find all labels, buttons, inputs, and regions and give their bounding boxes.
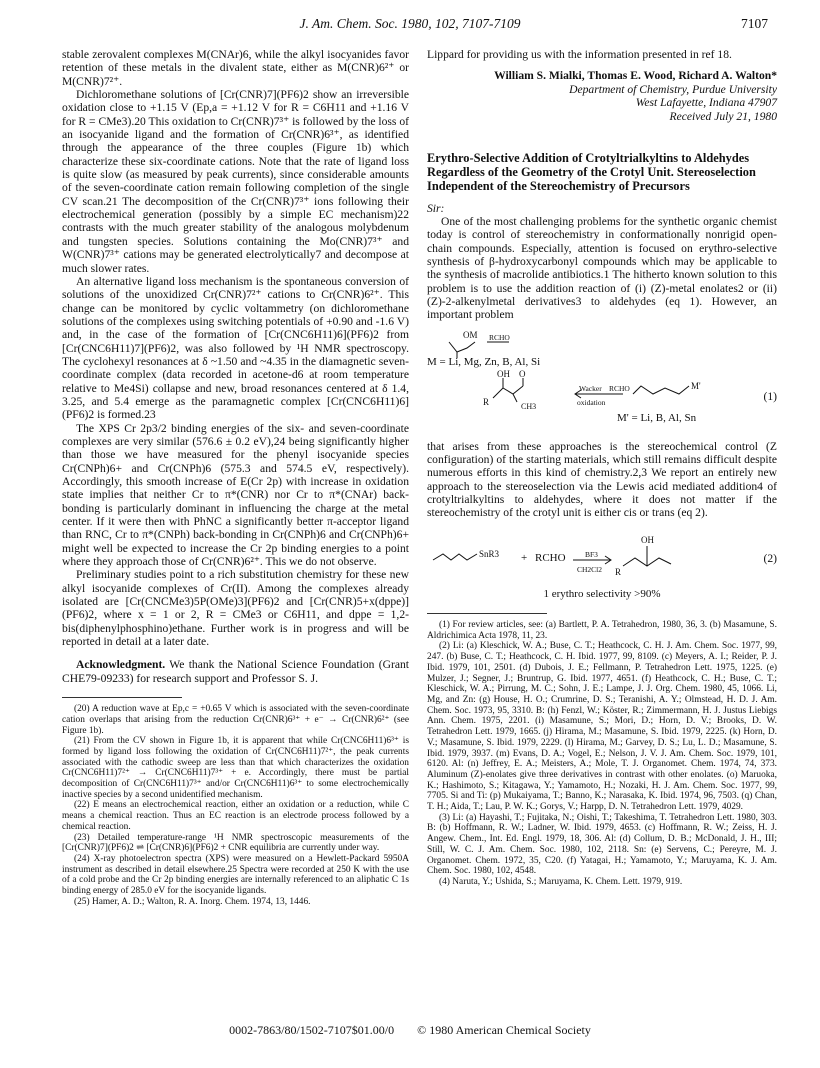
enolate-skeleton xyxy=(449,342,475,352)
body-paragraph: An alternative ligand loss mechanism is the spontaneous conversion of solutions of the unoxidized Cr(CNR)7²⁺ cations to Cr(CNR)6²⁺. This change can be monitored by cyclic voltammetry (on dichloromethane solutions of the complexes using switching potentials of +0.90 and -1.6 V) and, in the case of the formation of [Cr(CNC6H11)6](PF6)2 from [Cr(CNC6H11)7](PF6)2, was also followed by ¹H NMR spectroscopy. The cyclohexyl resonances at δ ~1.50 and ~4.35 in the diamagnetic seven-coordinate complex (data recorded in acetone-d6 at room temperature relative to Me4Si) collapse and new, broad resonances centered at δ 1.4, 3.25, and 5.4 emerge as the paramagnetic complex [Cr(CNC6H11)6](PF6)2 is formed.23 xyxy=(62,274,409,422)
oxidation-label: oxidation xyxy=(577,397,606,407)
journal-citation: J. Am. Chem. Soc. 1980, 102, 7107-7109 xyxy=(299,16,521,31)
scheme-caption: 1 erythro selectivity >90% xyxy=(543,587,661,600)
salutation: Sir: xyxy=(427,201,445,215)
footnote: (23) Detailed temperature-range ¹H NMR spectroscopic measurements of the [Cr(CNR)7](PF6)2 ⇌ [Cr(CNR)6](PF6)2 + CNR equilibria are currently under way. xyxy=(62,832,409,854)
equation-number-1: (1) xyxy=(763,389,777,403)
body-paragraph: The XPS Cr 2p3/2 binding energies of the six- and seven-coordinate complexes are very similar (576.6 ± 0.2 eV),24 being significantly higher than those we have measured for the phenyl isocyanide species Cr(CNPh)6+ and Cr(CNPh)6 (575.3 and 574.5 eV, respectively). Accordingly, this smooth increase of E(Cr 2p) with increase in oxidation state implies that neither Cr to π*(CNR) nor Cr to π*(CNAr) back-bonding is particularly dominant in influencing the charge at the metal center. If it were then with PhNC a significantly better π-acceptor ligand than RNC, Cr to π*(CNPh) back-bonding in Cr(CNPh)6 and Cr(CNPh)6+ might well be expected to increase the Cr 2p binding energies to a point where they approach those of Cr(CNR)6²⁺. This we do not observe. xyxy=(62,421,409,569)
right-column xyxy=(427,48,777,888)
aldol-skeleton xyxy=(493,386,523,398)
author-names: William S. Mialki, Thomas E. Wood, Richard A. Walton* xyxy=(494,69,777,83)
plus-sign: + xyxy=(521,551,528,564)
footnote: (3) Li: (a) Hayashi, T.; Fujitaka, N.; Oishi, T.; Takeshima, T. Tetrahedron Lett. 1980, 303. B: (b) Hoffmann, R. W.; Ladner, W. Ibid. 1979, 4653. (c) Hoffmann, R. W.; Zeiss, H. J. Angew. Chem., Int. Ed. Engl. 1979, 18, 306. Al: (d) Collum, D. B.; McDonald, J. H., III; Still, W. C. J. Am. Chem. Soc. 1980, 102, 2118. Sn: (e) Servens, C.; Pereyre, M. J. Organomet. Chem. 1972, 35, C20. (f) Yatagai, H.; Yamamoto, Y.; Maruyama, K. J. Am. Chem. Soc. 1980, 102, 4548. xyxy=(427,812,777,877)
page-number: 7107 xyxy=(741,16,768,31)
signature-block xyxy=(427,69,777,123)
mprime-label: M' xyxy=(691,380,701,391)
footnote-rule xyxy=(427,613,547,614)
footnote: (2) Li: (a) Kleschick, W. A.; Buse, C. T.; Heathcock, C. H. J. Am. Chem. Soc. 1977, 99, 247. (b) Buse, C. T.; Heathcock, C. H. Ibid. 1977, 99, 8109. (c) Meyers, A. I.; Reider, P. J. Ibid. 1979, 101, 2501. (d) Dubois, J. E.; Fellmann, P. Tetrahedron Lett. 1975, 1225. (e) Mulzer, J.; Segner, J.; Bruntrup, G. Ibid. 1977, 4651. (f) Heathcock, C. H.; Buse, C. T.; Kleschick, W. A.; Pirrung, M. C.; Sohn, J. E.; Lampe, J. J. Org. Chem. 1980, 45, 1066. Li, Mg, and Zn: (g) House, H. O.; Crumrine, D. S.; Teranishi, A. Y.; Olmstead, H. D. J. Am. Chem. Soc. 1973, 95, 3310. B: (h) Fenzl, W.; Köster, R.; Zimmermann, H. J. Justus Liebigs Ann. Chem. 1975, 2201. (i) Masamune, S.; Mori, D.; Horn, D. V.; Brooks, D. W. Tetrahedron Lett. 1979, 1665. (j) Hirama, M.; Masamune, S. Ibid. 1979, 2225. (k) Horn, D. V.; Masamune, S. Ibid. 1979, 2229. (l) Hirama, M.; Garvey, D. S.; Lu, L. D.; Masamune, S. Ibid. 1979, 3937. (m) Evans, D. A.; Vogel, E.; Nelson, J. V. J. Am. Chem. Soc. 1979, 101, 6120. Al: (n) Jeffrey, E. A.; Meisters, A.; Mole, T. J. Organomet. Chem. 1974, 74, 373. Aluminum (Z)-enolates give three derivatives in contrast with other enolates. (o) Maruoka, K.; Hashimoto, S.; Kitagawa, Y.; Yamamoto, H.; Nozaki, H. J. Am. Chem. Soc. 1977, 99, 7705. Si and Ti: (p) Mukaiyama, T.; Banno, K.; Narasaka, K. Ibid. 1974, 96, 7503. (q) Chan, T. H.; Aida, T.; Lau, P. W. K.; Gorys, V.; Harpp, D. N. Tetrahedron Lett. 1979, 4029. xyxy=(427,641,777,813)
article-title: Erythro-Selective Addition of Crotyltrialkyltins to Aldehydes Regardless of the Geometry of the Crotyl Unit. Stereoselection Independent of the Stereochemistry of Precursors xyxy=(427,150,756,194)
bf3-label: BF3 xyxy=(585,549,598,559)
body-paragraph: One of the most challenging problems for the synthetic organic chemist today is control of stereochemistry in conformationally nonrigid open-chain compounds. Especially, attention is focused on erythro-selective synthesis of β-hydroxycarbonyl compounds which may be applicable to the synthesis of macrolide antibiotics.1 The hitherto known solution to this problem is to use the addition reaction of (i) (Z)-metal enolates2 or (ii) (Z)-2-alkenylmetal derivatives3 to aldehydes (eq 1). However, an important problem xyxy=(427,214,777,322)
footnote: (24) X-ray photoelectron spectra (XPS) were measured on a Hewlett-Packard 5950A instrument as described in detail elsewhere.25 Spectra were recorded at 250 K with the use of a cold probe and the Cr 2p binding energies are internally referenced to an aliphatic C 1s binding energy of 285.0 eV for the isocyanide ligands. xyxy=(62,854,409,897)
o-label: O xyxy=(519,368,526,379)
footnote: (21) From the CV shown in Figure 1b, it is apparent that while Cr(CNC6H11)6³⁺ is formed by ligand loss following the oxidation of Cr(CNC6H11)7²⁺, the peak currents associated with the cathodic sweep are less than that which characterizes the oxidation Cr(CNC6H11)7²⁺ → Cr(CNC6H11)7³⁺ + e. Accordingly, there must be partial decomposition of Cr(CNC6H11)7³⁺ and/or Cr(CNC6H11)6³⁺ to some electrochemically inactive species by a second unidentified mechanism. xyxy=(62,736,409,800)
ch3-label: CH3 xyxy=(521,401,537,411)
metal-list: M = Li, Mg, Zn, B, Al, Si xyxy=(427,355,541,368)
footnote: (1) For review articles, see: (a) Bartlett, P. A. Tetrahedron, 1980, 36, 3. (b) Masamune, S. Aldrichimica Acta 1978, 11, 23. xyxy=(427,620,777,641)
oh-label: OH xyxy=(641,534,654,545)
body-paragraph: Preliminary studies point to a rich substitution chemistry for these new alkyl isocyanide complexes of Cr(II). Among the complexes already isolated are [Cr(CNCMe3)5P(OMe)3](PF6)2 and [Cr(CNR)5+x(dppe)](PF6)2, where x = 1 or 2, R = CMe3 or C6H11, and dppe = 1,2-bis(diphenylphosphino)ethane. Further work is in progress and will be reported in detail at a later date. xyxy=(62,568,409,649)
r-label: R xyxy=(483,396,490,407)
footnote: (25) Hamer, A. D.; Walton, R. A. Inorg. Chem. 1974, 13, 1446. xyxy=(74,896,311,907)
footnote: (20) A reduction wave at Ep,c = +0.65 V which is associated with the seven-coordinate cation overlaps that arising from the reduction Cr(CNR)6³⁺ + e⁻ → Cr(CNR)6²⁺ (see Figure 1b). xyxy=(62,704,409,736)
mprime-list: M' = Li, B, Al, Sn xyxy=(617,411,697,424)
r-group-label: R xyxy=(615,566,622,577)
crotyltin-skeleton xyxy=(433,554,477,560)
equation-number-2: (2) xyxy=(763,551,777,565)
left-column xyxy=(62,48,409,908)
methyl-bond xyxy=(513,394,517,402)
left-footnotes xyxy=(62,704,409,907)
affiliation-line: Department of Chemistry, Purdue University xyxy=(569,82,777,96)
solvent-label: CH2Cl2 xyxy=(577,564,603,574)
affiliation-line: West Lafayette, Indiana 47907 xyxy=(635,96,777,110)
footnote: (22) E means an electrochemical reaction, either an oxidation or a reduction, while C means a chemical reaction. Thus an EC reaction is an electrode process followed by a chemical reaction. xyxy=(62,800,409,832)
footnote-rule xyxy=(62,697,182,698)
scheme-1-structures xyxy=(427,328,777,436)
rcho-label-2: RCHO xyxy=(609,383,630,393)
rcho-label: RCHO xyxy=(489,332,510,342)
acknowledgment-text: We thank the National Science Foundation (Grant CHE79-09233) for research support and Professor S. J. xyxy=(62,658,409,685)
continuation-text: Lippard for providing us with the information presented in ref 18. xyxy=(427,48,732,61)
article-code: 0002-7863/80/1502-7107$01.00/0 xyxy=(229,1023,395,1037)
body-paragraph: that arises from these approaches is the stereochemical control (Z configuration) of the starting materials, which still remains difficult despite numerous efforts in this kind of chemistry.2,3 We report an entirely new approach to the stereoselection via the Lewis acid mediated addition4 of crotyltrialkyltins to aldehydes, where it does not matter if the stereochemistry of the crotyl unit is either cis or trans (eq 2). xyxy=(427,439,777,520)
received-date: Received July 21, 1980 xyxy=(669,109,777,123)
acknowledgment xyxy=(62,658,409,685)
right-footnotes xyxy=(427,620,777,888)
footnote: (4) Naruta, Y.; Ushida, S.; Maruyama, K. Chem. Lett. 1979, 919. xyxy=(439,876,683,887)
page-footer xyxy=(0,1023,820,1038)
body-paragraph: Dichloromethane solutions of [Cr(CNR)7](PF6)2 show an irreversible oxidation close to +1.15 V (Ep,a = +1.12 V for R = C6H11 and +1.16 V for R = CMe3).20 This oxidation to Cr(CNR)7³⁺ is followed by the loss of an isocyanide ligand and the formation of Cr(CNR)6³⁺, as identified through the appearance of the three couples (Figure 1b) which characterize these six-coordinate cations. Note that the rate of ligand loss is quite slow (as measured by peak currents), since considerable amounts of the seven-coordinate cation remain following completion of the single CV scan.21 The decomposition of the Cr(CNR)7³⁺ ions following their electrochemical generation (possibly by a simple EC mechanism)22 contrasts with the much greater stability of the analogous molybdenum and tungsten species. Solutions containing the Mo(CNR)7³⁺ and W(CNR)7³⁺ cations may be generated electrolytically7 and decompose at much slower rates. xyxy=(62,88,409,275)
oh-label: OH xyxy=(497,368,510,379)
reaction-scheme-1 xyxy=(427,328,777,436)
running-header xyxy=(0,16,820,38)
aldehyde-label: RCHO xyxy=(535,551,566,564)
snr3-label: SnR3 xyxy=(479,548,500,559)
acknowledgment-heading: Acknowledgment. xyxy=(76,658,166,672)
om-label: OM xyxy=(463,329,478,340)
reaction-scheme-2 xyxy=(427,528,777,586)
allylmetal-skeleton xyxy=(633,386,689,394)
copyright-notice: © 1980 American Chemical Society xyxy=(417,1023,591,1037)
body-paragraph: stable zerovalent complexes M(CNAr)6, while the alkyl isocyanides favor retention of these metals in the divalent state, either as M(CNR)6²⁺ or M(CNR)7²⁺. xyxy=(62,48,409,88)
wacker-label: Wacker xyxy=(579,383,602,393)
